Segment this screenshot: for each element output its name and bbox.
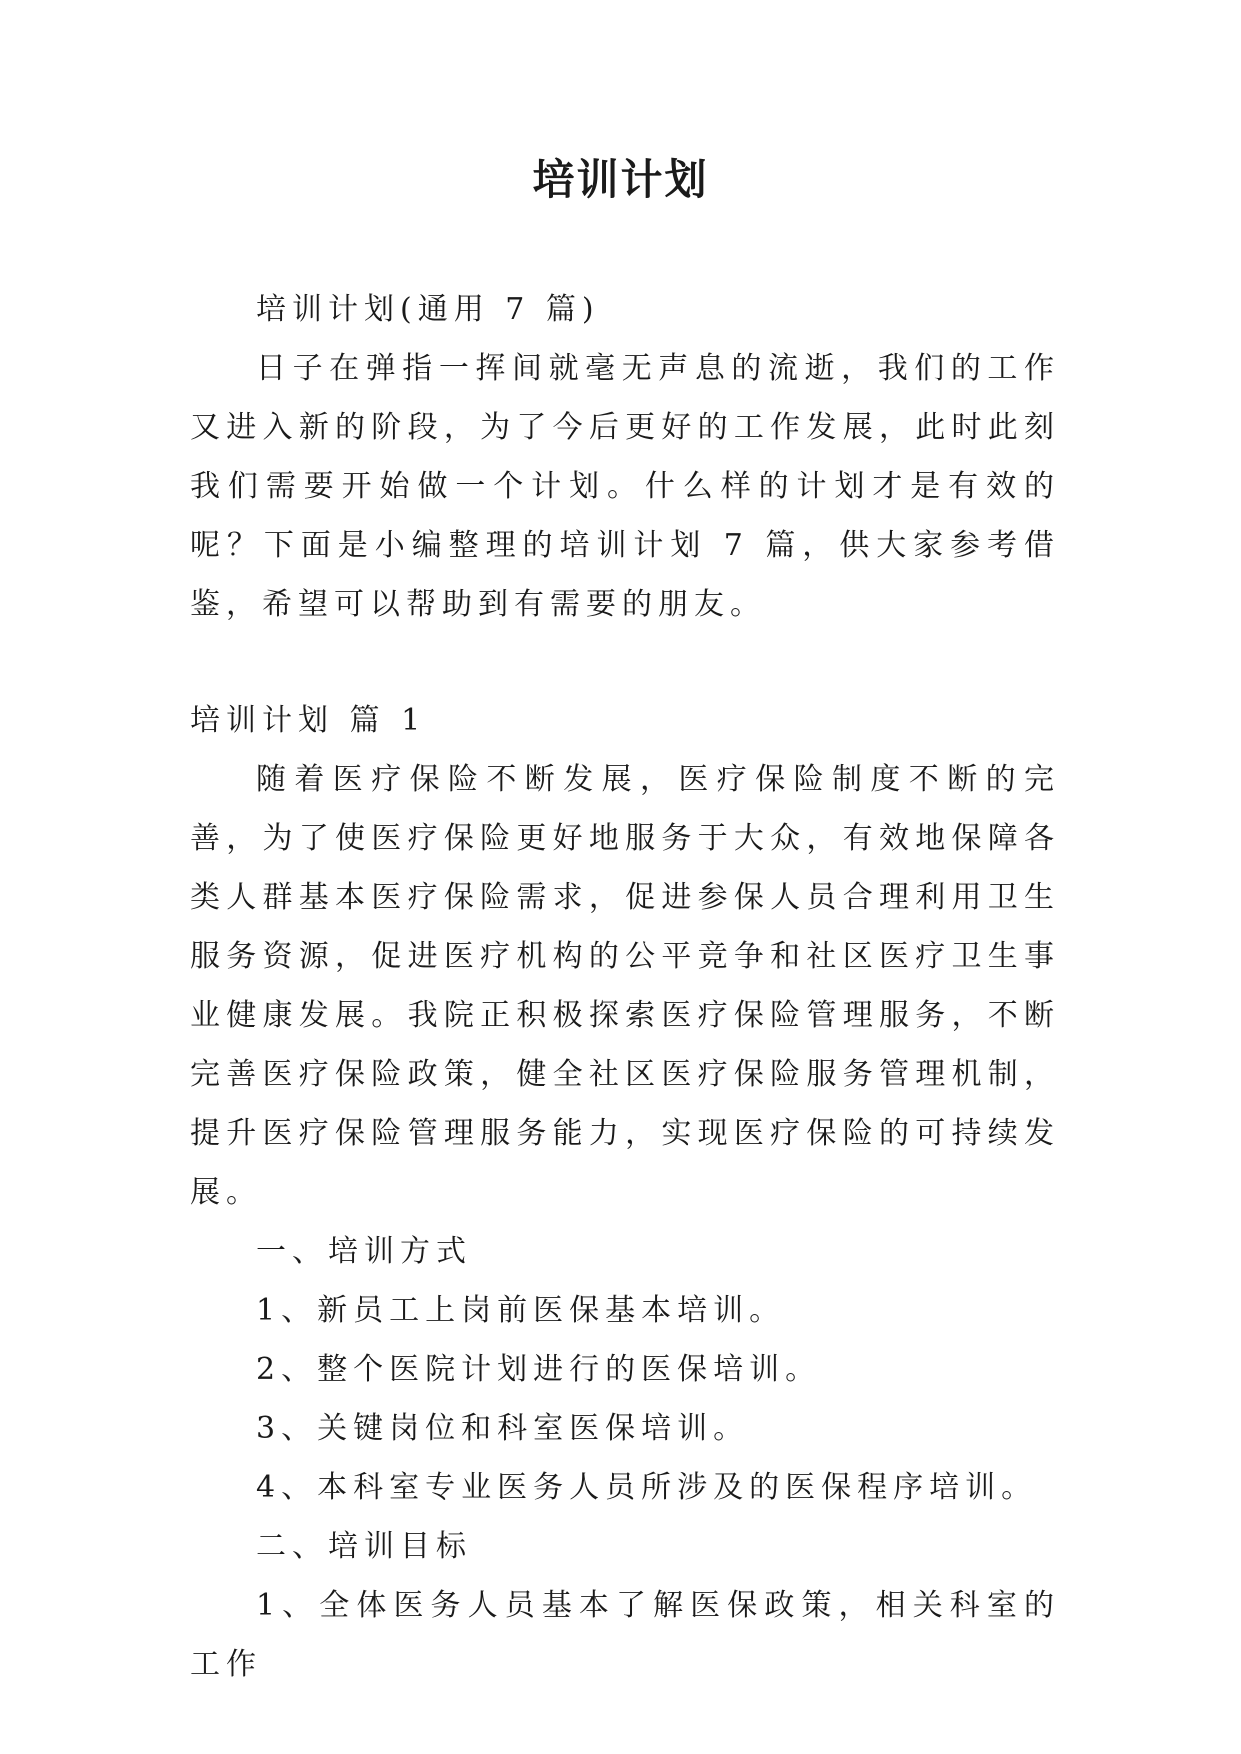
method-item-3: 3、关键岗位和科室医保培训。 — [256, 1411, 750, 1446]
document-body — [190, 280, 1060, 1694]
section-heading: 培训计划 篇 1 — [190, 703, 427, 738]
method-item-4: 4、本科室专业医务人员所涉及的医保程序培训。 — [256, 1470, 1038, 1505]
goals-heading: 二、培训目标 — [256, 1529, 472, 1564]
method-item-1: 1、新员工上岗前医保基本培训。 — [256, 1293, 786, 1328]
methods-heading: 一、培训方式 — [256, 1234, 472, 1269]
intro-paragraph: 日子在弹指一挥间就毫无声息的流逝，我们的工作又进入新的阶段，为了今后更好的工作发展，此时此刻我们需要开始做一个计划。什么样的计划才是有效的呢？下面是小编整理的培训计划 7 篇，供大家参考借鉴，希望可以帮助到有需要的朋友。 — [190, 351, 1060, 622]
method-item-2: 2、整个医院计划进行的医保培训。 — [256, 1352, 822, 1387]
section-paragraph: 随着医疗保险不断发展，医疗保险制度不断的完善，为了使医疗保险更好地服务于大众，有效地保障各类人群基本医疗保险需求，促进参保人员合理利用卫生服务资源，促进医疗机构的公平竞争和社区医疗卫生事业健康发展。我院正积极探索医疗保险管理服务，不断完善医疗保险政策，健全社区医疗保险服务管理机制，提升医疗保险管理服务能力，实现医疗保险的可持续发展。 — [190, 762, 1060, 1210]
document-subtitle: 培训计划(通用 7 篇) — [256, 292, 600, 327]
goal-item-1: 1、全体医务人员基本了解医保政策，相关科室的工作 — [190, 1588, 1060, 1682]
page-title: 培训计划 — [532, 155, 709, 204]
